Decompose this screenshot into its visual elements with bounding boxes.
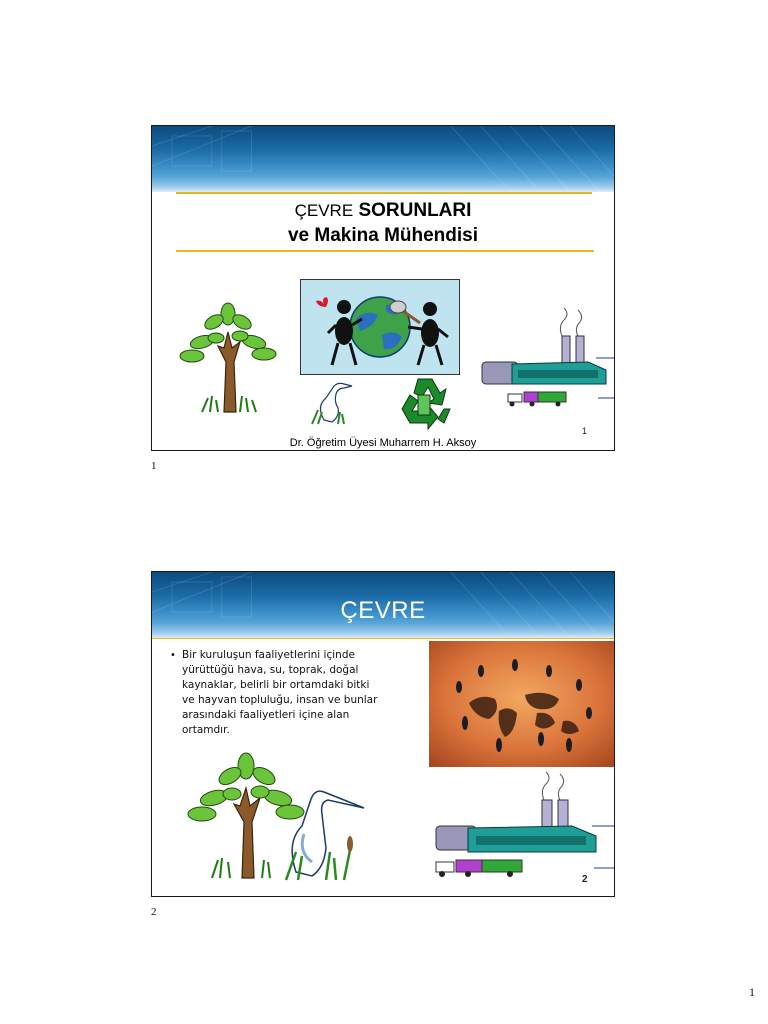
slide-1 bbox=[151, 125, 615, 451]
slide-outer-number: 2 bbox=[151, 906, 157, 918]
heron-icon bbox=[304, 376, 354, 426]
slide-title bbox=[152, 198, 614, 248]
tree-icon bbox=[178, 302, 280, 414]
bullet-item bbox=[170, 648, 382, 738]
slide-number: 2 bbox=[582, 874, 588, 885]
earth-cleaning-icon bbox=[300, 279, 460, 375]
title-main: SORUNLARI bbox=[358, 200, 472, 221]
people-world-map-image bbox=[429, 641, 615, 767]
factory-icon bbox=[478, 306, 614, 410]
factory-icon bbox=[432, 768, 615, 882]
slide-outer-number: 1 bbox=[151, 460, 157, 472]
recycle-icon bbox=[398, 375, 454, 433]
header-decoration bbox=[152, 126, 614, 192]
bullet-text: Bir kuruluşun faaliyetlerini içinde yürüttüğü hava, su, toprak, doğal kaynaklar, belirli bir ortamdaki bitki ve hayvan topluluğu, insan ve bunlar arasındaki faaliyetleri içine alan ortamdır. bbox=[182, 649, 378, 736]
slide-2 bbox=[151, 571, 615, 897]
slide-title: ÇEVRE bbox=[340, 597, 426, 624]
author-line: Dr. Öğretim Üyesi Muharrem H. Aksoy bbox=[289, 437, 477, 449]
page-number: 1 bbox=[749, 985, 755, 999]
title-line2: ve Makina Mühendisi bbox=[287, 225, 479, 246]
header-underline bbox=[176, 192, 592, 194]
slide-number: 1 bbox=[582, 426, 588, 436]
bullet-dot: • bbox=[170, 650, 176, 661]
slide-header-band bbox=[152, 126, 614, 192]
title-underline bbox=[176, 250, 594, 252]
slide-header-band bbox=[152, 572, 614, 638]
tree-heron-icon bbox=[186, 752, 372, 882]
title-prefix: ÇEVRE bbox=[294, 201, 354, 220]
header-underline bbox=[152, 638, 615, 639]
